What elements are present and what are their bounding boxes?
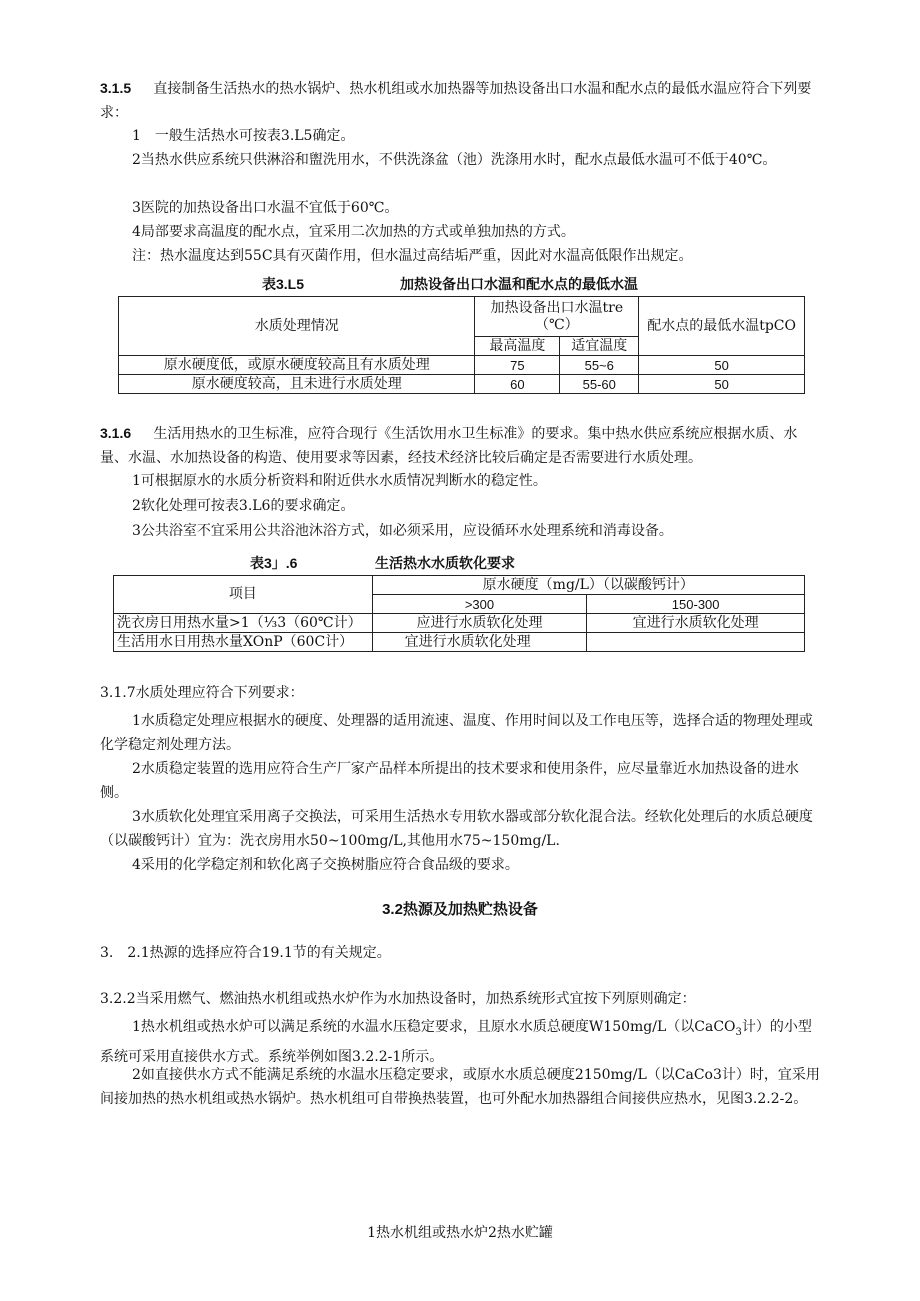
header-cell: 水质处理情况 xyxy=(119,297,475,356)
section-3-2-1: 3. 2.1热源的选择应符合19.1节的有关规定。 xyxy=(100,945,391,961)
table-cell: 宜进行水质软化处理 xyxy=(587,614,805,633)
note: 注：热水温度达到55C具有灭菌作用，但水温过高结垢严重，因此对水温高低限作出规定。 xyxy=(132,248,693,264)
list-item xyxy=(100,1015,822,1069)
table-cell: 50 xyxy=(639,375,805,394)
table-cell: 55-60 xyxy=(560,375,639,394)
table-cell: 60 xyxy=(475,375,560,394)
list-item: 2如直接供水方式不能满足系统的水温水压稳定要求，或原水水质总硬度2150mg/L（以CaCo3计）时，宜采用间接加热的热水机组或热水锅炉。热水机组可自带换热装置，也可外配水加热器组合间接供应热水，见图3.2.2-2。 xyxy=(100,1067,820,1107)
list-item-text: 计）的小型系统可采用直接供水方式。系统举例如图3.2.2-1所示。 xyxy=(100,1019,812,1065)
list-item: 2当热水供应系统只供淋浴和盥洗用水，不供洗涤盆（池）洗涤用水时，配水点最低水温可不低于40℃。 xyxy=(132,152,777,168)
section-heading-3-2: 3.2热源及加热贮热设备 xyxy=(382,901,538,918)
table-cell: 50 xyxy=(639,356,805,375)
header-cell: 原水硬度（mg/L）（以碳酸钙计） xyxy=(372,576,804,595)
figure-caption: 1热水机组或热水炉2热水贮罐 xyxy=(367,1225,553,1241)
table-title: 生活热水水质软化要求 xyxy=(375,555,515,571)
table-cell: 原水硬度低，或原水硬度较高且有水质处理 xyxy=(119,356,475,375)
table-cell: 原水硬度较高，且未进行水质处理 xyxy=(119,375,475,394)
list-item: 4采用的化学稳定剂和软化离子交换树脂应符合食品级的要求。 xyxy=(132,857,519,873)
table-softening xyxy=(113,575,805,652)
table-cell: 生活用水日用热水量XOnP（60C计） xyxy=(114,633,373,652)
list-item-text: 1热水机组或热水炉可以满足系统的水温水压稳定要求，且原水水质总硬度W150mg/L（以CaCO xyxy=(132,1019,736,1035)
header-cell: 加热设备出口水温tre（℃） xyxy=(475,297,639,337)
list-item: 3公共浴室不宜采用公共浴池沐浴方式，如必须采用，应设循环水处理系统和消毒设备。 xyxy=(132,523,673,539)
list-item: 2软化处理可按表3.L6的要求确定。 xyxy=(132,498,355,514)
header-cell: >300 xyxy=(372,595,587,614)
table-row xyxy=(119,356,805,375)
list-item: 3水质软化处理宜采用离子交换法，可采用生活热水专用软水器或部分软化混合法。经软化处理后的水质总硬度（以碳酸钙计）宜为：洗衣房用水50~100mg/L,其他用水75~150mg/L. xyxy=(100,809,813,849)
header-cell: 最高温度 xyxy=(475,337,560,356)
table-cell: 应进行水质软化处理 xyxy=(372,614,587,633)
table-cell xyxy=(587,633,805,652)
table-cell: 宜进行水质软化处理 xyxy=(372,633,587,652)
section-number: 3.1.5 xyxy=(100,80,132,96)
section-number: 3.1.6 xyxy=(100,425,132,441)
section-3-1-5 xyxy=(100,76,822,125)
table-cell: 75 xyxy=(475,356,560,375)
header-cell: 项目 xyxy=(114,576,373,614)
subscript: 3 xyxy=(735,1026,742,1038)
list-item: 1可根据原水的水质分析资料和附近供水水质情况判断水的稳定性。 xyxy=(132,473,547,489)
list-item: 1 一般生活热水可按表3.L5确定。 xyxy=(132,128,355,144)
section-3-1-6 xyxy=(100,421,822,470)
header-cell: 配水点的最低水温tpCO xyxy=(639,297,805,356)
table-label: 表3.L5 xyxy=(262,276,305,292)
section-text: 直接制备生活热水的热水锅炉、热水机组或水加热器等加热设备出口水温和配水点的最低水温应符合下列要求： xyxy=(100,81,812,121)
table-cell: 55~6 xyxy=(560,356,639,375)
header-cell: 150-300 xyxy=(587,595,805,614)
header-cell: 适宜温度 xyxy=(560,337,639,356)
table-row xyxy=(114,633,805,652)
list-item: 4局部要求高温度的配水点，宜采用二次加热的方式或单独加热的方式。 xyxy=(132,224,575,240)
table-label: 表3」.6 xyxy=(250,555,298,571)
table-min-water-temp xyxy=(118,296,805,394)
section-3-1-7: 3.1.7水质处理应符合下列要求： xyxy=(100,685,304,701)
table-row xyxy=(119,375,805,394)
section-3-2-2: 3.2.2当采用燃气、燃油热水机组或热水炉作为水加热设备时，加热系统形式宜按下列原则确定： xyxy=(100,991,696,1007)
table-row xyxy=(114,614,805,633)
list-item: 1水质稳定处理应根据水的硬度、处理器的适用流速、温度、作用时间以及工作电压等，选择合适的物理处理或化学稳定剂处理方法。 xyxy=(100,713,813,753)
section-text: 生活用热水的卫生标准，应符合现行《生活饮用水卫生标准》的要求。集中热水供应系统应根据水质、水量、水温、水加热设备的构造、使用要求等因素，经技术经济比较后确定是否需要进行水质处理。 xyxy=(100,426,798,466)
table-title: 加热设备出口水温和配水点的最低水温 xyxy=(400,276,638,292)
list-item: 3医院的加热设备出口水温不宜低于60℃。 xyxy=(132,200,399,216)
table-cell: 洗衣房日用热水量>1（⅓3（60℃计） xyxy=(114,614,373,633)
list-item: 2水质稳定装置的选用应符合生产厂家产品样本所提出的技术要求和使用条件，应尽量靠近水加热设备的进水侧。 xyxy=(100,761,799,801)
